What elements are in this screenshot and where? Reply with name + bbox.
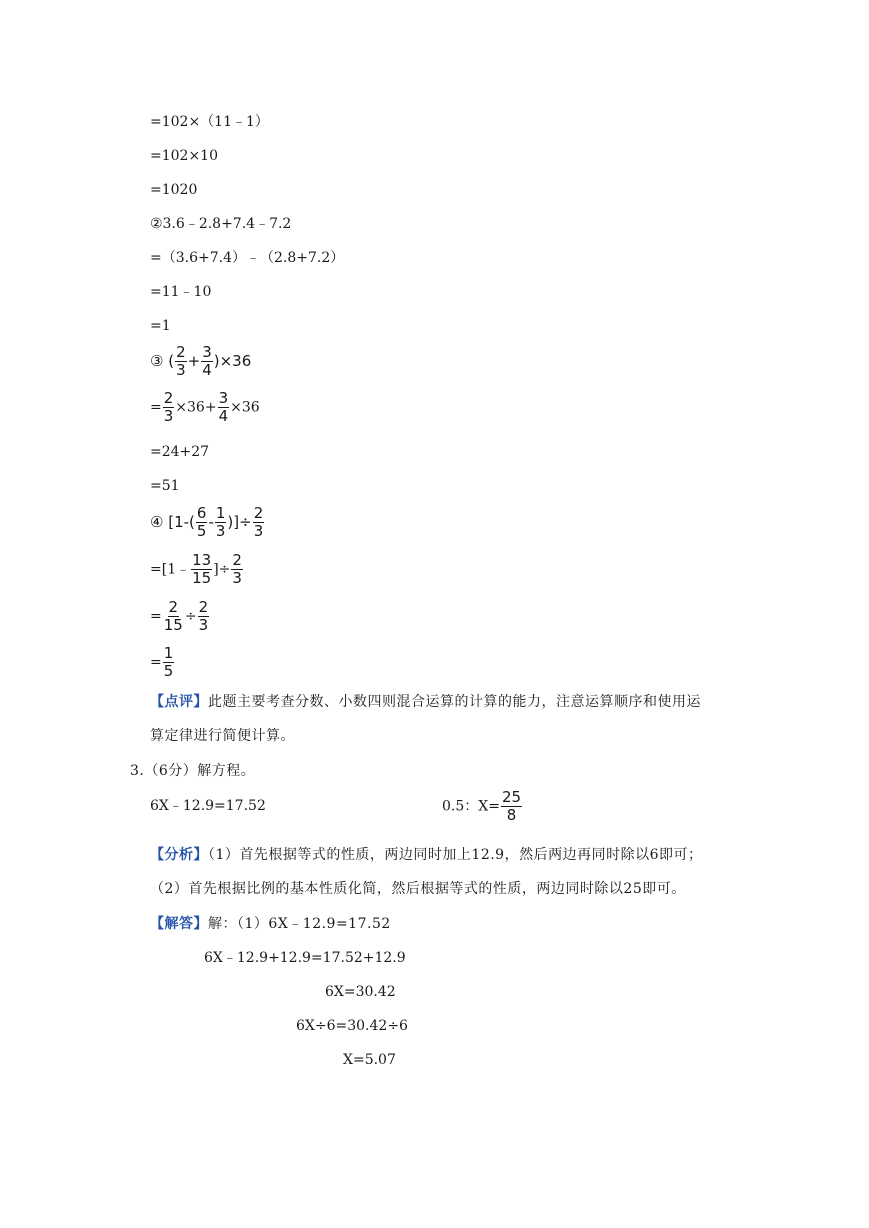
fraction bbox=[163, 646, 175, 679]
fraction bbox=[218, 391, 230, 424]
fraction bbox=[198, 600, 210, 633]
fraction bbox=[163, 600, 184, 633]
denominator: 3 bbox=[198, 616, 209, 634]
denominator: 3 bbox=[253, 522, 264, 540]
numerator: 2 bbox=[176, 343, 186, 361]
paren: ( bbox=[168, 352, 175, 370]
denominator: 5 bbox=[163, 662, 174, 680]
operator: )×36 bbox=[213, 352, 252, 370]
fraction bbox=[501, 790, 522, 823]
denominator: 3 bbox=[215, 522, 226, 540]
numerator: 2 bbox=[232, 551, 242, 569]
circle-number: ④ bbox=[150, 513, 164, 531]
fraction bbox=[191, 553, 212, 586]
denominator: 8 bbox=[506, 806, 517, 824]
denominator: 4 bbox=[202, 361, 212, 379]
step-line: =102×10 bbox=[150, 148, 218, 164]
numerator: 1 bbox=[163, 644, 174, 662]
fraction bbox=[163, 391, 175, 424]
step-line: =1 bbox=[150, 318, 171, 334]
fraction bbox=[253, 506, 265, 539]
comment-text: 此题主要考查分数、小数四则混合运算的计算的能力，注意运算顺序和使用运 bbox=[208, 694, 701, 710]
numerator: 13 bbox=[192, 551, 212, 569]
numerator: 2 bbox=[198, 598, 209, 616]
step-line: =11﹣10 bbox=[150, 284, 212, 300]
comment-line-2: 算定律进行简便计算。 bbox=[150, 728, 295, 744]
analysis-tag: 【分析】 bbox=[150, 847, 208, 863]
step-line: =51 bbox=[150, 478, 180, 494]
denominator: 5 bbox=[196, 522, 207, 540]
step-line bbox=[150, 391, 260, 424]
step-line: =24+27 bbox=[150, 444, 210, 460]
equation-1: 6X﹣12.9=17.52 bbox=[150, 798, 266, 814]
equals: = bbox=[150, 654, 162, 671]
comment-line-1 bbox=[150, 693, 701, 711]
question-3-heading: 3.（6分）解方程。 bbox=[130, 763, 256, 779]
analysis-line-2: （2）首先根据比例的基本性质化简，然后根据等式的性质，两边同时除以25即可。 bbox=[150, 881, 686, 897]
denominator: 3 bbox=[163, 407, 174, 425]
operator: ÷ bbox=[184, 608, 197, 625]
analysis-line-1 bbox=[150, 846, 703, 864]
problem-4-expression bbox=[150, 506, 265, 539]
circle-number: ③ bbox=[150, 352, 164, 370]
solution-result: X=5.07 bbox=[343, 1052, 396, 1068]
step-line bbox=[150, 553, 244, 586]
operator: )]÷ bbox=[227, 513, 252, 531]
numerator: 1 bbox=[215, 504, 226, 522]
step-line: =1020 bbox=[150, 182, 198, 198]
operator: + bbox=[187, 352, 201, 370]
numerator: 2 bbox=[253, 504, 264, 522]
step-line bbox=[150, 646, 175, 679]
numerator: 25 bbox=[501, 788, 522, 806]
denominator: 15 bbox=[163, 616, 183, 634]
denominator: 15 bbox=[192, 569, 212, 587]
denominator: 3 bbox=[232, 569, 242, 587]
equation-2 bbox=[442, 790, 523, 823]
bracket: =[1﹣ bbox=[150, 561, 191, 578]
equation-left: 0.5：X= bbox=[442, 798, 500, 815]
solution-step: 6X=30.42 bbox=[325, 984, 396, 1000]
answer-tag: 【解答】 bbox=[150, 916, 208, 932]
denominator: 3 bbox=[176, 361, 186, 379]
solution-step: 6X÷6=30.42÷6 bbox=[296, 1018, 408, 1034]
problem-2-expression: ②3.6﹣2.8+7.4﹣7.2 bbox=[150, 216, 292, 232]
numerator: 2 bbox=[163, 389, 174, 407]
bracket: [1-( bbox=[168, 513, 195, 531]
operator: ×36 bbox=[230, 399, 260, 416]
step-line: =102×（11﹣1） bbox=[150, 114, 269, 130]
step-line: =（3.6+7.4）﹣（2.8+7.2） bbox=[150, 250, 345, 266]
operator: ×36+ bbox=[175, 399, 217, 416]
denominator: 4 bbox=[218, 407, 229, 425]
fraction bbox=[196, 506, 208, 539]
step-line bbox=[150, 600, 210, 633]
analysis-text: （1）首先根据等式的性质，两边同时加上12.9，然后两边再同时除以6即可； bbox=[208, 847, 703, 863]
comment-tag: 【点评】 bbox=[150, 694, 208, 710]
numerator: 3 bbox=[202, 343, 212, 361]
answer-line bbox=[150, 915, 391, 933]
numerator: 6 bbox=[196, 504, 207, 522]
operator: - bbox=[208, 513, 214, 531]
numerator: 2 bbox=[168, 598, 179, 616]
operator: ]÷ bbox=[213, 561, 231, 578]
fraction bbox=[231, 553, 243, 586]
numerator: 3 bbox=[218, 389, 229, 407]
equals: = bbox=[150, 608, 162, 625]
problem-3-expression bbox=[150, 345, 251, 378]
equals: = bbox=[150, 399, 162, 416]
answer-intro: 解：（1）6X﹣12.9=17.52 bbox=[208, 916, 391, 932]
fraction bbox=[201, 345, 213, 378]
fraction bbox=[175, 345, 187, 378]
fraction bbox=[215, 506, 227, 539]
solution-step: 6X﹣12.9+12.9=17.52+12.9 bbox=[204, 950, 406, 966]
